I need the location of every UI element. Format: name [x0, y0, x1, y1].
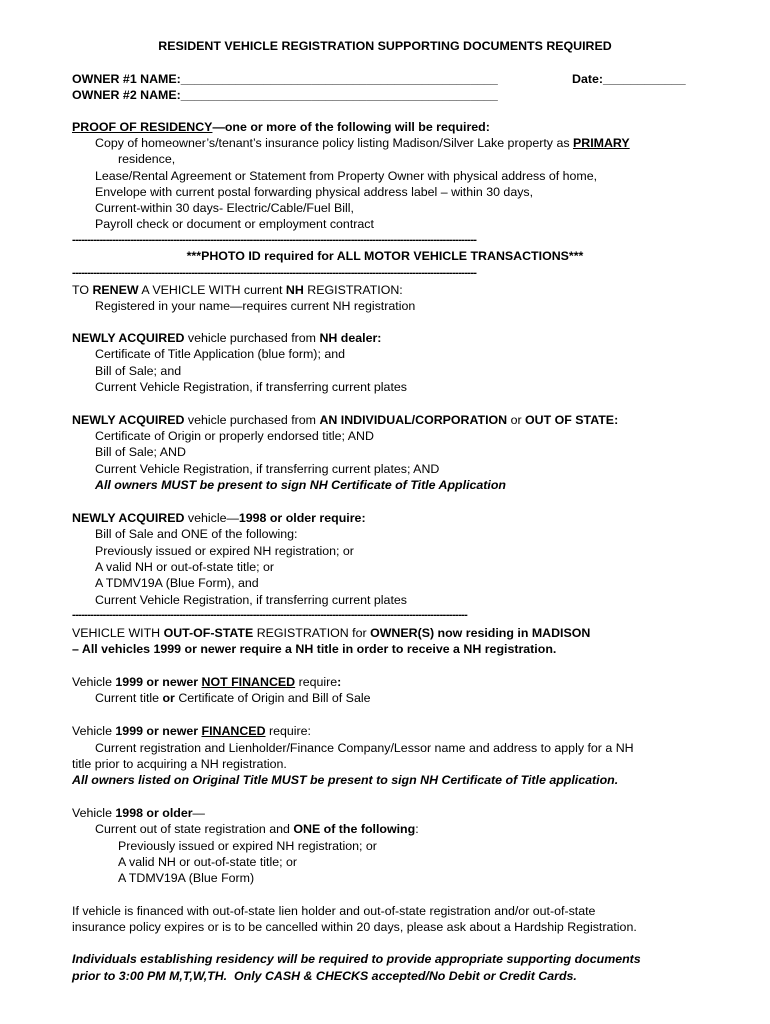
fin-c: FINANCED [201, 724, 266, 738]
residency-item1-cont: residence, [118, 152, 176, 166]
individual-heading [72, 412, 618, 428]
individual-item: Bill of Sale; AND [95, 445, 186, 459]
renew-text-end: REGISTRATION: [303, 283, 403, 297]
notfin-item-a: Current title [95, 691, 163, 705]
older-item: Bill of Sale and ONE of the following: [95, 527, 298, 541]
individual-mid: vehicle purchased from [184, 413, 320, 427]
v98-line-a: Current out of state registration and [95, 822, 294, 836]
older-item: A TDMV19A (Blue Form), and [95, 576, 259, 590]
notfin-a: Vehicle [72, 675, 116, 689]
notfin-b: 1999 or newer [115, 675, 202, 689]
footer-note: Individuals establishing residency will be required to provide appropriate supporting documents [72, 952, 641, 966]
individual-or: or [507, 413, 526, 427]
hardship-text: insurance policy expires or is to be cancelled within 20 days, please ask about a Hardship Registration. [72, 920, 637, 934]
page-title: RESIDENT VEHICLE REGISTRATION SUPPORTING DOCUMENTS REQUIRED [158, 39, 612, 53]
notfin-item [95, 690, 370, 706]
notfin-item-b: Certificate of Origin and Bill of Sale [174, 691, 371, 705]
individual-item: Certificate of Origin or properly endorsed title; AND [95, 429, 374, 443]
dealer-item: Current Vehicle Registration, if transferring current plates [95, 380, 407, 394]
renew-text-mid: A VEHICLE WITH current [138, 283, 286, 297]
date-field: Date:____________ [572, 72, 686, 86]
fin-note: All owners listed on Original Title MUST be present to sign NH Certificate of Title application. [72, 773, 619, 787]
owner2-field: OWNER #2 NAME:______________________________________________ [72, 88, 498, 102]
oos-c: REGISTRATION for [253, 626, 371, 640]
v98-line-b: ONE of the following [293, 822, 416, 836]
fin-heading [72, 723, 311, 739]
oos-b: OUT-OF-STATE [163, 626, 254, 640]
dealer-item: Bill of Sale; and [95, 364, 182, 378]
fin-a: Vehicle [72, 724, 116, 738]
photo-id-notice: ***PHOTO ID required for ALL MOTOR VEHICLE TRANSACTIONS*** [186, 249, 584, 263]
oos-heading [72, 625, 590, 641]
v98-item: A TDMV19A (Blue Form) [118, 871, 255, 885]
v98-line-c: : [415, 822, 419, 836]
renew-text-nh: NH [285, 283, 304, 297]
footer-note: prior to 3:00 PM M,T,W,TH. Only CASH & CHECKS accepted/No Debit or Credit Cards. [72, 969, 577, 983]
individual-newly: NEWLY ACQUIRED [72, 413, 185, 427]
individual-note: All owners MUST be present to sign NH Certificate of Title Application [95, 478, 507, 492]
older-mid: vehicle— [184, 511, 239, 525]
residency-heading [72, 119, 490, 135]
residency-item [95, 135, 630, 151]
residency-item: Current-within 30 days- Electric/Cable/Fuel Bill, [95, 201, 354, 215]
older-item: Current Vehicle Registration, if transferring current plates [95, 593, 407, 607]
residency-heading-label: PROOF OF RESIDENCY [72, 120, 213, 134]
residency-item: Payroll check or document or employment contract [95, 217, 374, 231]
renew-text-renew: RENEW [92, 283, 139, 297]
fin-b: 1999 or newer [115, 724, 202, 738]
notfin-heading [72, 674, 341, 690]
v98-b: 1998 or older [115, 806, 193, 820]
notfin-d: require [295, 675, 338, 689]
dealer-from: NH dealer: [319, 331, 382, 345]
oos-a: VEHICLE WITH [72, 626, 164, 640]
older-item: Previously issued or expired NH registration; or [95, 544, 354, 558]
oos-requirement: – All vehicles 1999 or newer require a NH title in order to receive a NH registration. [72, 642, 557, 656]
owner1-field: OWNER #1 NAME:______________________________________________ [72, 72, 498, 86]
v98-item: Previously issued or expired NH registration; or [118, 839, 377, 853]
renew-text-to: TO [72, 283, 93, 297]
residency-heading-rest: —one or more of the following will be required: [212, 120, 490, 134]
fin-item: Current registration and Lienholder/Finance Company/Lessor name and address to apply for a NH [95, 741, 634, 755]
divider: --------------------------------------------------------------------------------------------------------------------------------- [72, 609, 468, 621]
fin-d: require: [265, 724, 311, 738]
v98-item: A valid NH or out-of-state title; or [118, 855, 298, 869]
dealer-item: Certificate of Title Application (blue form); and [95, 347, 345, 361]
v98-a: Vehicle [72, 806, 116, 820]
v98-c: — [192, 806, 205, 820]
dealer-heading [72, 330, 381, 346]
v98-heading [72, 805, 205, 821]
notfin-c: NOT FINANCED [201, 675, 296, 689]
divider: ------------------------------------------------------------------------------------------------------------------------------------ [72, 234, 477, 246]
primary-emphasis: PRIMARY [572, 136, 630, 150]
individual-oos: OUT OF STATE: [525, 413, 619, 427]
notfin-item-or: or [162, 691, 175, 705]
individual-from: AN INDIVIDUAL/CORPORATION [319, 413, 508, 427]
fin-item-cont: title prior to acquiring a NH registration. [72, 757, 287, 771]
v98-line [95, 821, 419, 837]
renew-heading [72, 282, 403, 298]
residency-item: Lease/Rental Agreement or Statement from Property Owner with physical address of home, [95, 169, 598, 183]
residency-item1-text: Copy of homeowner’s/tenant’s insurance policy listing Madison/Silver Lake property as [95, 136, 573, 150]
oos-d: OWNER(S) now residing in MADISON [370, 626, 591, 640]
older-newly: NEWLY ACQUIRED [72, 511, 185, 525]
older-item: A valid NH or out-of-state title; or [95, 560, 275, 574]
dealer-newly: NEWLY ACQUIRED [72, 331, 185, 345]
notfin-e: : [337, 675, 342, 689]
divider: ------------------------------------------------------------------------------------------------------------------------------------ [72, 267, 477, 279]
individual-item: Current Vehicle Registration, if transferring current plates; AND [95, 462, 440, 476]
renew-item: Registered in your name—requires current NH registration [95, 299, 416, 313]
older-heading [72, 510, 366, 526]
dealer-mid: vehicle purchased from [184, 331, 320, 345]
residency-item: Envelope with current postal forwarding physical address label – within 30 days, [95, 185, 534, 199]
hardship-text: If vehicle is financed with out-of-state lien holder and out-of-state registration and/or out-of-state [72, 904, 596, 918]
older-end: 1998 or older require: [238, 511, 366, 525]
